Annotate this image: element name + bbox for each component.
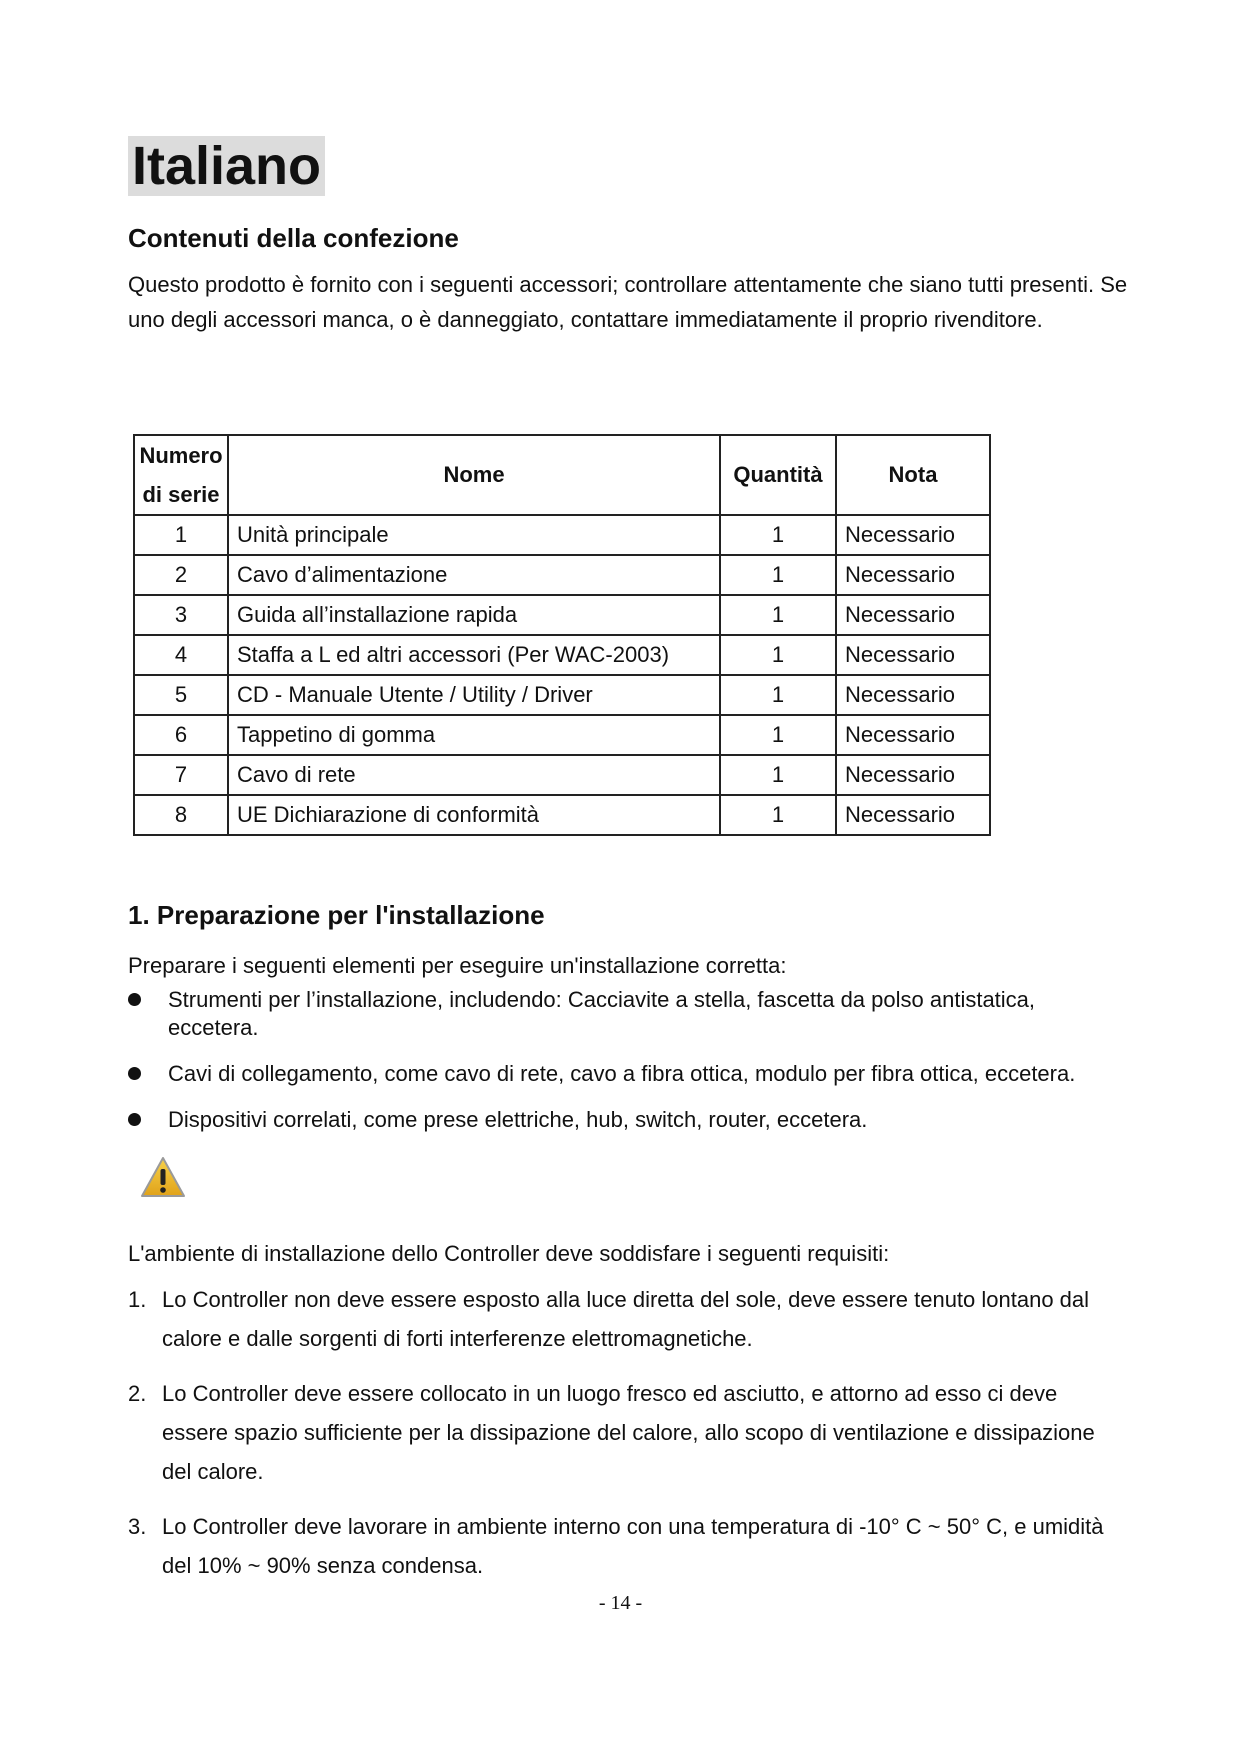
cell-quantity: 1 xyxy=(720,755,836,795)
cell-serial-number: 3 xyxy=(134,595,228,635)
list-item xyxy=(128,1060,1108,1088)
cell-serial-number: 6 xyxy=(134,715,228,755)
list-item xyxy=(128,1280,1108,1358)
table-row xyxy=(134,515,990,555)
list-item-text: Lo Controller deve lavorare in ambiente interno con una temperatura di -10° C ~ 50° C, e umidità del 10% ~ 90% senza condensa. xyxy=(162,1514,1104,1578)
cell-note: Necessario xyxy=(836,795,990,835)
package-contents-intro: Questo prodotto è fornito con i seguenti accessori; controllare attentamente che siano tutti presenti. Se uno degli accessori manca, o è danneggiato, contattare immediatamente il proprio rivenditore. xyxy=(128,272,1128,332)
table-row xyxy=(134,595,990,635)
cell-note: Necessario xyxy=(836,635,990,675)
list-item-number: 2. xyxy=(128,1381,147,1406)
accessories-table xyxy=(133,434,991,836)
column-header-note: Nota xyxy=(836,435,990,515)
cell-note: Necessario xyxy=(836,675,990,715)
bullet-text: Dispositivi correlati, come prese elettriche, hub, switch, router, eccetera. xyxy=(168,1107,868,1132)
cell-name: CD - Manuale Utente / Utility / Driver xyxy=(228,675,720,715)
requirements-list xyxy=(128,1280,1108,1601)
list-item xyxy=(128,1106,1108,1134)
environment-requirements-intro: L'ambiente di installazione dello Controller deve soddisfare i seguenti requisiti: xyxy=(128,1241,890,1266)
column-header-serial-line1: Numero xyxy=(139,443,223,468)
column-header-serial-line2: di serie xyxy=(142,482,220,507)
cell-name: Cavo di rete xyxy=(228,755,720,795)
cell-serial-number: 7 xyxy=(134,755,228,795)
bullet-icon xyxy=(128,1067,141,1080)
page-title: Italiano xyxy=(128,136,325,196)
table-row xyxy=(134,555,990,595)
cell-name: Guida all’installazione rapida xyxy=(228,595,720,635)
cell-name: UE Dichiarazione di conformità xyxy=(228,795,720,835)
cell-name: Unità principale xyxy=(228,515,720,555)
table-row xyxy=(134,715,990,755)
cell-name: Cavo d’alimentazione xyxy=(228,555,720,595)
bullet-text: Cavi di collegamento, come cavo di rete, cavo a fibra ottica, modulo per fibra ottica, eccetera. xyxy=(168,1061,1076,1086)
section-title-package-contents: Contenuti della confezione xyxy=(128,223,459,253)
preparation-intro: Preparare i seguenti elementi per eseguire un'installazione corretta: xyxy=(128,953,787,978)
cell-quantity: 1 xyxy=(720,675,836,715)
table-row xyxy=(134,795,990,835)
cell-name: Staffa a L ed altri accessori (Per WAC-2003) xyxy=(228,635,720,675)
cell-quantity: 1 xyxy=(720,555,836,595)
cell-note: Necessario xyxy=(836,515,990,555)
page-number: - 14 - xyxy=(598,1592,643,1614)
column-header-serial-number xyxy=(134,435,228,515)
warning-triangle-icon xyxy=(140,1156,186,1198)
list-item xyxy=(128,1374,1108,1491)
list-item-number: 1. xyxy=(128,1287,147,1312)
list-item xyxy=(128,986,1108,1042)
list-item xyxy=(128,1507,1108,1585)
cell-quantity: 1 xyxy=(720,635,836,675)
column-header-quantity: Quantità xyxy=(720,435,836,515)
cell-quantity: 1 xyxy=(720,715,836,755)
cell-name: Tappetino di gomma xyxy=(228,715,720,755)
cell-note: Necessario xyxy=(836,595,990,635)
cell-note: Necessario xyxy=(836,715,990,755)
cell-serial-number: 2 xyxy=(134,555,228,595)
cell-quantity: 1 xyxy=(720,515,836,555)
cell-serial-number: 8 xyxy=(134,795,228,835)
cell-quantity: 1 xyxy=(720,595,836,635)
list-item-number: 3. xyxy=(128,1514,147,1539)
section-title-installation-preparation: 1. Preparazione per l'installazione xyxy=(128,900,545,930)
cell-note: Necessario xyxy=(836,755,990,795)
bullet-icon xyxy=(128,993,141,1006)
list-item-text: Lo Controller deve essere collocato in un luogo fresco ed asciutto, e attorno ad esso ci deve essere spazio sufficiente per la dissipazione del calore, allo scopo di ventilazione e dissipazione del calore. xyxy=(162,1381,1095,1484)
bullet-icon xyxy=(128,1113,141,1126)
cell-quantity: 1 xyxy=(720,795,836,835)
preparation-bullet-list xyxy=(128,986,1108,1152)
table-header-row xyxy=(134,435,990,515)
table-row xyxy=(134,675,990,715)
cell-note: Necessario xyxy=(836,555,990,595)
cell-serial-number: 4 xyxy=(134,635,228,675)
list-item-text: Lo Controller non deve essere esposto alla luce diretta del sole, deve essere tenuto lontano dal calore e dalle sorgenti di forti interferenze elettromagnetiche. xyxy=(162,1287,1090,1351)
bullet-text: Strumenti per l’installazione, includendo: Cacciavite a stella, fascetta da polso antistatica, eccetera. xyxy=(168,987,1036,1040)
cell-serial-number: 5 xyxy=(134,675,228,715)
column-header-name: Nome xyxy=(228,435,720,515)
cell-serial-number: 1 xyxy=(134,515,228,555)
table-row xyxy=(134,635,990,675)
table-row xyxy=(134,755,990,795)
